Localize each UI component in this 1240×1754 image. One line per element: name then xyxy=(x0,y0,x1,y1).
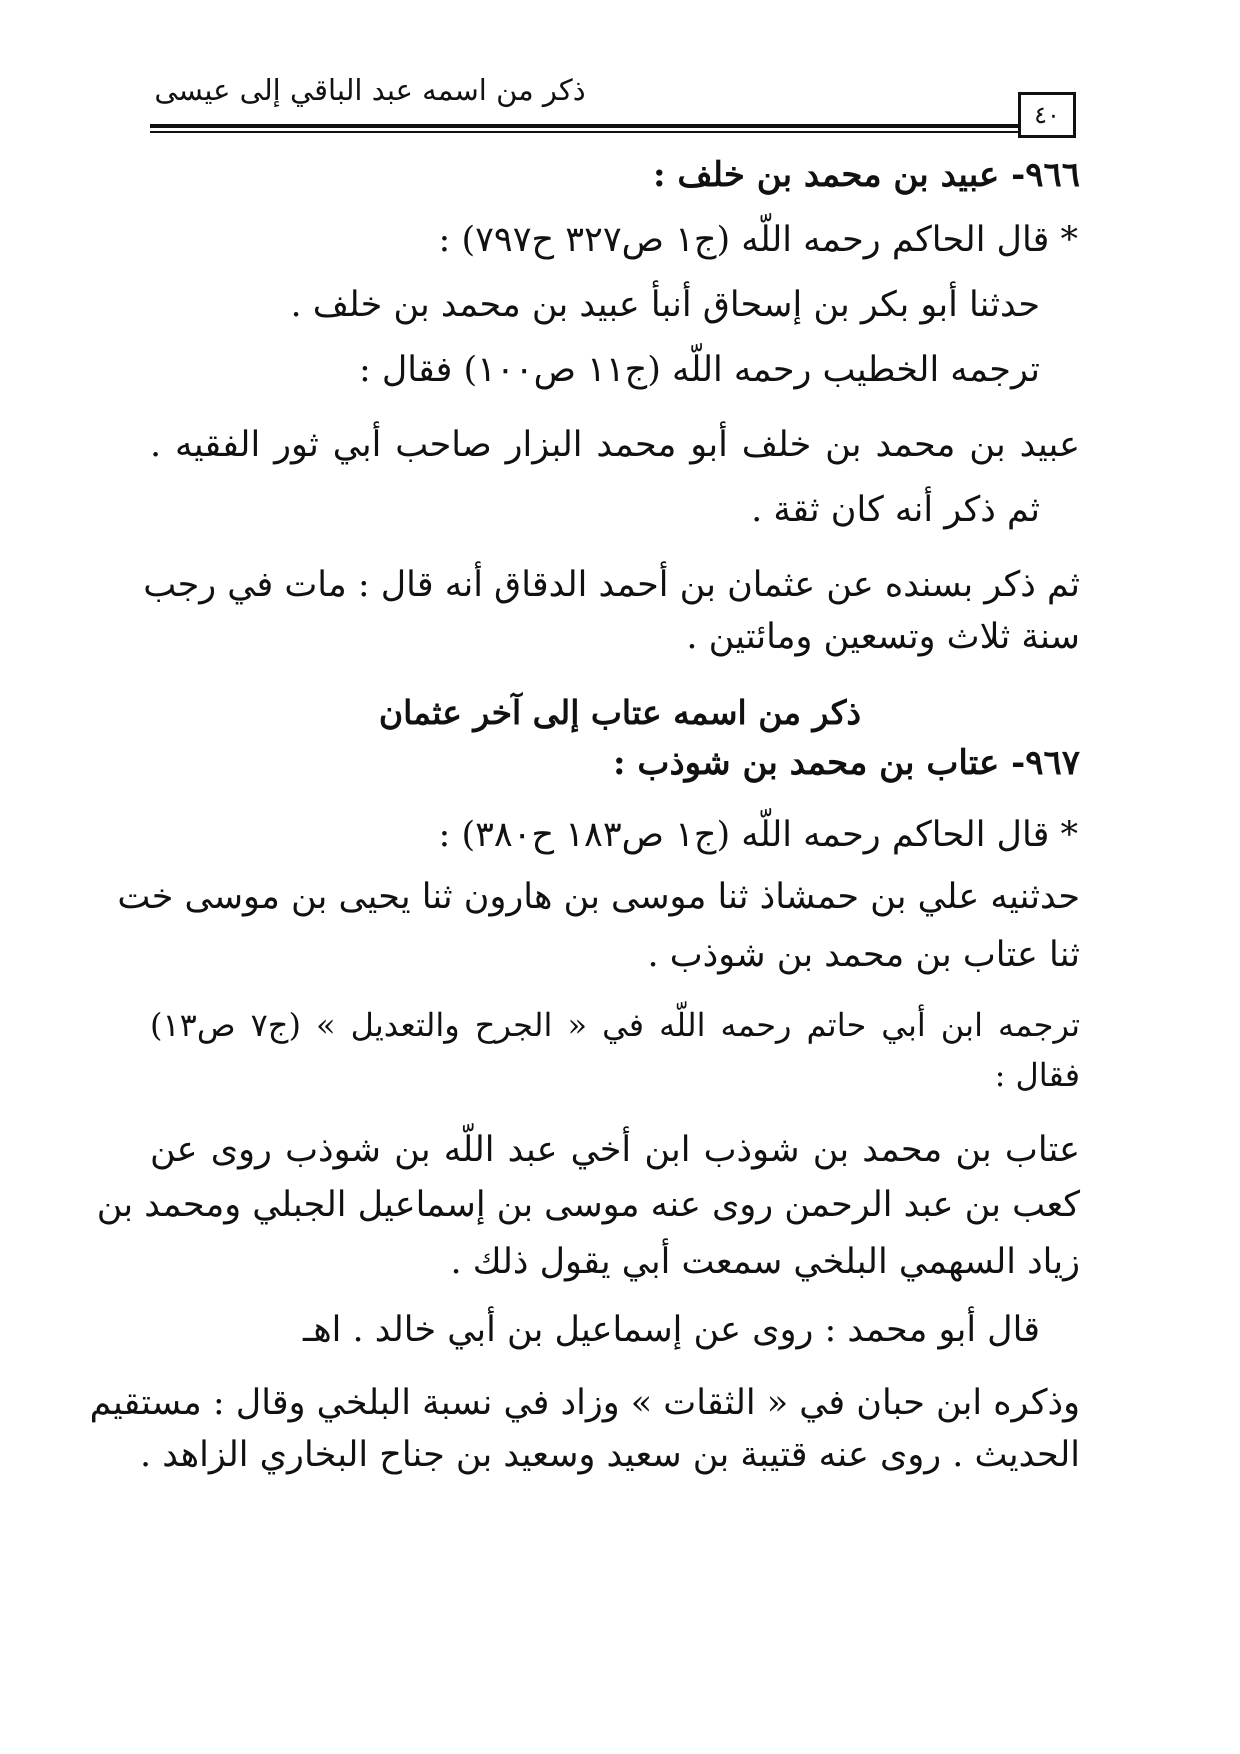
text-line: وذكره ابن حبان في « الثقات » وزاد في نسبة البلخي وقال : مستقيم xyxy=(89,1383,1080,1423)
text-line: الحديث . روى عنه قتيبة بن سعيد وسعيد بن جناح البخاري الزاهد . xyxy=(140,1435,1080,1475)
text-line: ترجمه الخطيب رحمه اللّه (ج١١ ص١٠٠) فقال : xyxy=(358,350,1040,390)
running-title: ذكر من اسمه عبد الباقي إلى عيسى xyxy=(154,73,586,107)
text-line: ثم ذكر أنه كان ثقة . xyxy=(751,490,1040,530)
header-rule-thick xyxy=(150,124,1020,128)
entry-heading-966: ٩٦٦- عبيد بن محمد بن خلف : xyxy=(653,155,1080,195)
source-line: * قال الحاكم رحمه اللّه (ج١ ص٣٢٧ ح٧٩٧) : xyxy=(438,220,1078,260)
text-line: ثم ذكر بسنده عن عثمان بن أحمد الدقاق أنه قال : مات في رجب xyxy=(143,565,1080,605)
entry-heading-967: ٩٦٧- عتاب بن محمد بن شوذب : xyxy=(613,743,1080,783)
section-heading: ذكر من اسمه عتاب إلى آخر عثمان xyxy=(378,693,862,732)
text-line: فقال : xyxy=(994,1056,1080,1094)
page-number: ٤٠ xyxy=(1018,92,1076,138)
text-line: كعب بن عبد الرحمن روى عنه موسى بن إسماعيل الجبلي ومحمد بن xyxy=(96,1185,1080,1225)
text-line: زياد السهمي البلخي سمعت أبي يقول ذلك . xyxy=(450,1242,1080,1282)
text-line: قال أبو محمد : روى عن إسماعيل بن أبي خالد . اهـ xyxy=(302,1310,1040,1350)
text-line: ثنا عتاب بن محمد بن شوذب . xyxy=(647,935,1080,975)
text-line: عتاب بن محمد بن شوذب ابن أخي عبد اللّه بن شوذب روى عن xyxy=(150,1130,1080,1170)
header-rule-thin xyxy=(150,131,1020,133)
text-line: ترجمه ابن أبي حاتم رحمه اللّه في « الجرح والتعديل » (ج٧ ص١٣) xyxy=(150,1006,1081,1044)
source-line: * قال الحاكم رحمه اللّه (ج١ ص١٨٣ ح٣٨٠) : xyxy=(438,815,1078,855)
text-line: حدثنيه علي بن حمشاذ ثنا موسى بن هارون ثنا يحيى بن موسى خت xyxy=(117,877,1080,917)
text-line: عبيد بن محمد بن خلف أبو محمد البزار صاحب أبي ثور الفقيه . xyxy=(150,425,1080,465)
text-line: سنة ثلاث وتسعين ومائتين . xyxy=(686,617,1080,657)
text-line: حدثنا أبو بكر بن إسحاق أنبأ عبيد بن محمد بن خلف . xyxy=(290,285,1040,325)
